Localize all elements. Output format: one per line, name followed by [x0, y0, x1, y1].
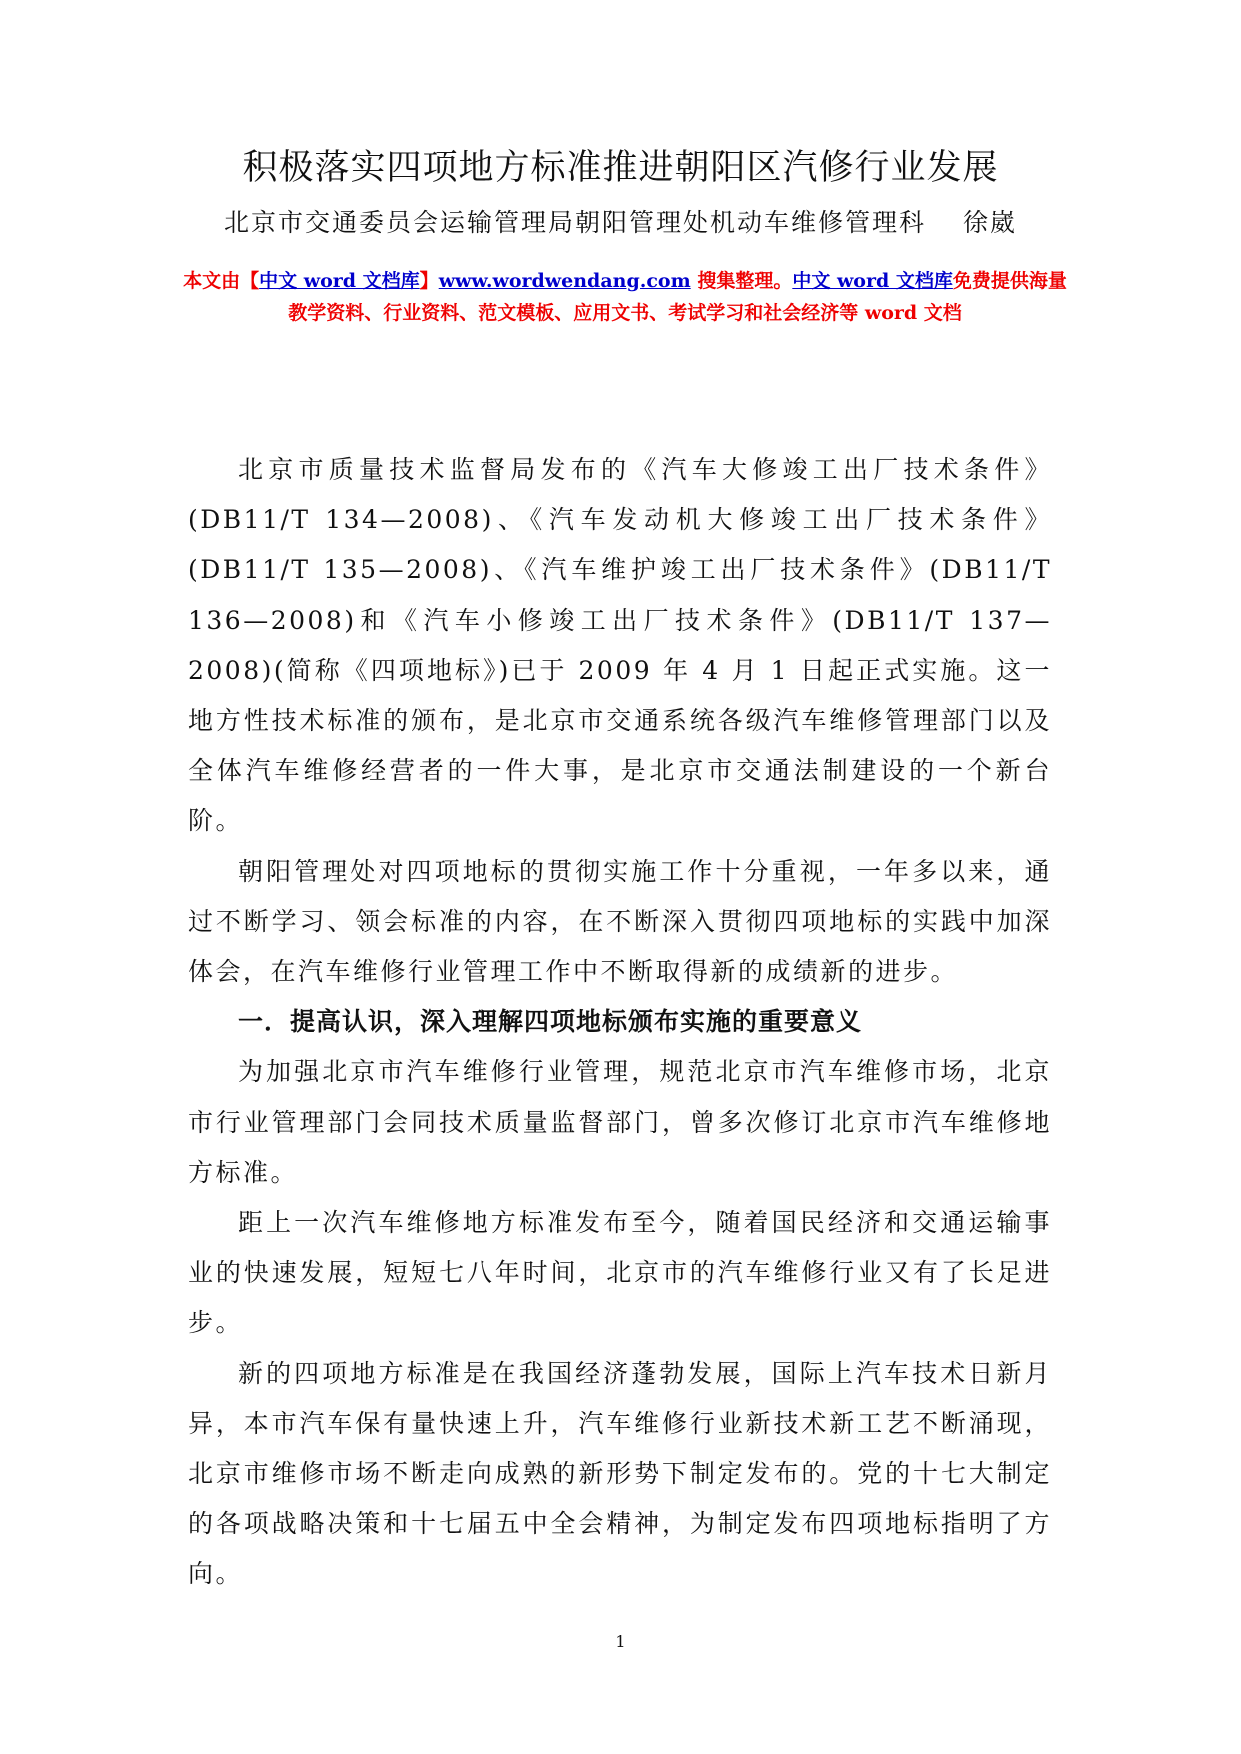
notice-text-3: 搜集整理。 [690, 270, 793, 292]
page-number: 1 [615, 1632, 626, 1651]
library-link-2[interactable]: 中文 word 文档库 [792, 270, 953, 292]
paragraph-progress: 距上一次汽车维修地方标准发布至今，随着国民经济和交通运输事业的快速发展，短短七八年时间，北京市的汽车维修行业又有了长足进步。 [188, 1208, 1052, 1338]
document-title: 积极落实四项地方标准推进朝阳区汽修行业发展 [242, 148, 999, 188]
website-link[interactable]: www.wordwendang.com [438, 270, 691, 292]
section-heading-1: 一．提高认识，深入理解四项地标颁布实施的重要意义 [238, 1007, 863, 1037]
notice-text-1: 本文由【 [183, 270, 260, 292]
paragraph-chaoyang-implementation: 朝阳管理处对四项地标的贯彻实施工作十分重视，一年多以来，通过不断学习、领会标准的内容，在不断深入贯彻四项地标的实践中加深体会，在汽车维修行业管理工作中不断取得新的成绩新的进步。 [188, 856, 1052, 987]
document-body [188, 445, 1052, 1600]
paragraph-standards-intro: 北京市质量技术监督局发布的《汽车大修竣工出厂技术条件》(DB11/T 134—2008)、《汽车发动机大修竣工出厂技术条件》(DB11/T 135—2008)、《汽车维护竣工出厂技术条件》(DB11/T 136—2008)和《汽车小修竣工出厂技术条件》(DB11/T 137—2008)(简称《四项地标》)已于 2009 年 4 月 1 日起正式实施。这一地方性技术标准的颁布，是北京市交通系统各级汽车维修管理部门以及全体汽车维修经营者的一件大事，是北京市交通法制建设的一个新台阶。 [188, 455, 1052, 836]
author-line: 北京市交通委员会运输管理局朝阳管理处机动车维修管理科 徐崴 [224, 208, 1017, 237]
paragraph-new-standards: 新的四项地方标准是在我国经济蓬勃发展，国际上汽车技术日新月异，本市汽车保有量快速上升，汽车维修行业新技术新工艺不断涌现，北京市维修市场不断走向成熟的新形势下制定发布的。党的十七大制定的各项战略决策和十七届五中全会精神，为制定发布四项地标指明了方向。 [188, 1358, 1052, 1589]
library-link-1[interactable]: 中文 word 文档库 [259, 270, 420, 292]
source-notice [175, 265, 1075, 329]
notice-text-2: 】 [419, 270, 439, 292]
paragraph-revisions: 为加强北京市汽车维修行业管理，规范北京市汽车维修市场，北京市行业管理部门会同技术质量监督部门，曾多次修订北京市汽车维修地方标准。 [188, 1057, 1052, 1187]
notice-text-4: 免费提供海量教学资料、行业资料、范文模板、应用文书、考试学习和社会经济等 word 文档 [288, 270, 1067, 324]
